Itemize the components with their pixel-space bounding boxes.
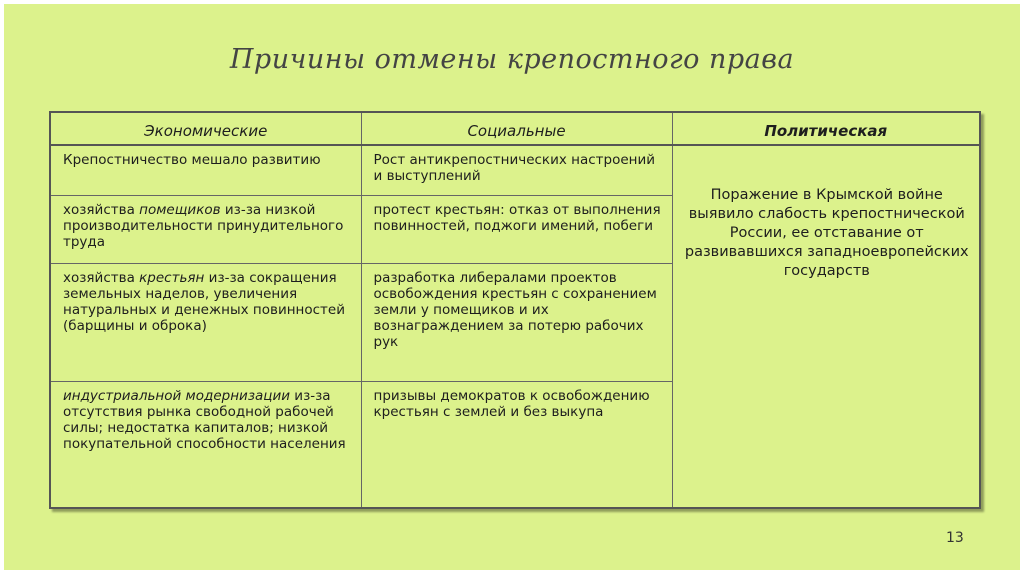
cell-text: из-за сокращения земельных наделов, увеличения натуральных и денежных повинностей (барщины и оброка) [63, 269, 346, 334]
social-cell-1: Рост антикрепостнических настроений и выступлений [361, 145, 672, 195]
cell-text: хозяйства [63, 201, 140, 218]
economic-cell-1 [50, 145, 361, 195]
header-economic: Экономические [50, 112, 361, 145]
economic-cell-4 [50, 381, 361, 508]
page-number: 13 [946, 530, 964, 546]
table-row [50, 145, 980, 195]
causes-table [49, 111, 981, 509]
emphasis-text: крестьян [139, 269, 205, 286]
cell-text: Крепостничество мешало развитию [63, 152, 321, 168]
political-cell: Поражение в Крымской войне выявило слабость крепостнической России, ее отставание от развивавшихся западноевропейских государств [672, 145, 980, 508]
table-header-row [50, 112, 980, 145]
social-cell-4: призывы демократов к освобождению крестьян с землей и без выкупа [361, 381, 672, 508]
social-cell-3: разработка либералами проектов освобождения крестьян с сохранением земли у помещиков и их вознаграждением за потерю рабочих рук [361, 263, 672, 381]
page-title: Причины отмены крепостного права [229, 44, 795, 75]
slide [4, 4, 1020, 570]
economic-cell-3 [50, 263, 361, 381]
economic-cell-2 [50, 195, 361, 263]
cell-text: из-за низкой производительности принудительного труда [63, 201, 344, 250]
header-political: Политическая [672, 112, 980, 145]
social-cell-2: протест крестьян: отказ от выполнения повинностей, поджоги имений, побеги [361, 195, 672, 263]
cell-text: из-за отсутствия рынка свободной рабочей силы; недостатка капиталов; низкой покупательной способности населения [63, 387, 346, 452]
header-social: Социальные [361, 112, 672, 145]
emphasis-text: помещиков [139, 201, 221, 218]
cell-text: хозяйства [63, 269, 140, 286]
emphasis-text: индустриальной модернизации [63, 387, 291, 404]
